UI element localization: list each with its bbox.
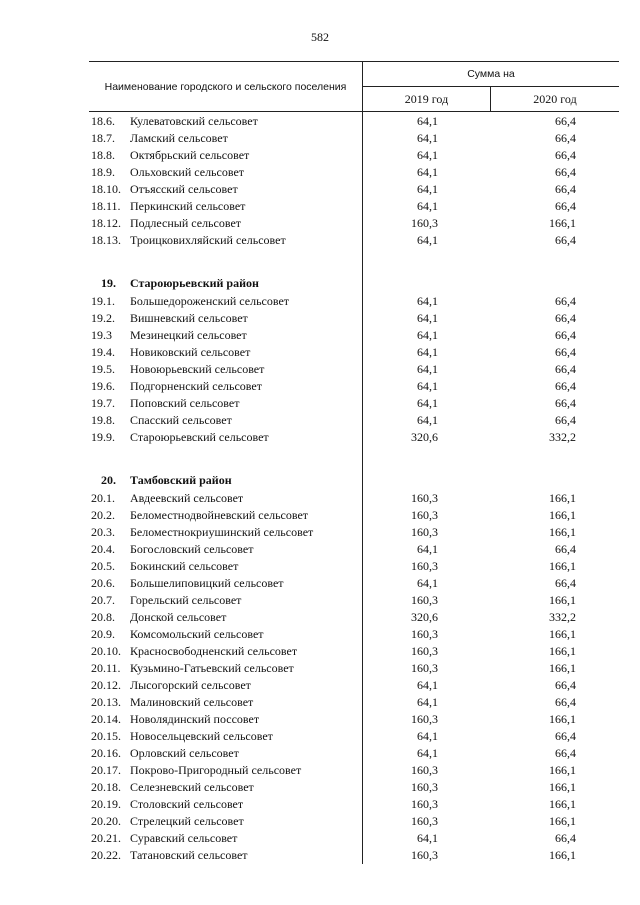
section-number: 19.: [101, 276, 116, 290]
table-row: [89, 310, 619, 327]
amount-2019: 64,1: [417, 199, 438, 213]
row-number: 18.10.: [91, 182, 121, 196]
row-number: 19.6.: [91, 379, 115, 393]
table-row: [89, 490, 619, 507]
table-row: [89, 694, 619, 711]
settlement-name: Перкинский сельсовет: [130, 199, 246, 213]
amount-2020: 66,4: [555, 362, 576, 376]
row-number: 20.13.: [91, 695, 121, 709]
settlement-name: Малиновский сельсовет: [130, 695, 254, 709]
settlement-name: Кулеватовский сельсовет: [130, 114, 258, 128]
amount-2019: 160,3: [411, 525, 438, 539]
settlement-name: Отъясский сельсовет: [130, 182, 238, 196]
row-number: 18.7.: [91, 131, 115, 145]
row-number: 20.5.: [91, 559, 115, 573]
row-number: 20.11.: [91, 661, 121, 675]
amount-2019: 160,3: [411, 712, 438, 726]
amount-2020: 66,4: [555, 678, 576, 692]
amount-2019: 160,3: [411, 661, 438, 675]
amount-2020: 66,4: [555, 199, 576, 213]
row-number: 19.5.: [91, 362, 115, 376]
row-number: 20.20.: [91, 814, 121, 828]
row-number: 20.17.: [91, 763, 121, 777]
settlement-name: Орловский сельсовет: [130, 746, 239, 760]
amount-2020: 66,4: [555, 729, 576, 743]
table-row: [89, 327, 619, 344]
table-row: [89, 164, 619, 181]
settlement-name: Лысогорский сельсовет: [130, 678, 251, 692]
amount-2020: 66,4: [555, 746, 576, 760]
table-row: [89, 524, 619, 541]
amount-2019: 64,1: [417, 328, 438, 342]
amount-2020: 166,1: [549, 216, 576, 230]
table-row: [89, 813, 619, 830]
table-row: [89, 609, 619, 626]
section-name: Староюрьевский район: [130, 276, 259, 290]
settlement-name: Донской сельсовет: [130, 610, 227, 624]
amount-2020: 166,1: [549, 814, 576, 828]
settlement-name: Кузьмино-Гатьевский сельсовет: [130, 661, 294, 675]
amount-2019: 160,3: [411, 644, 438, 658]
settlement-name: Богословский сельсовет: [130, 542, 254, 556]
section-title-19: [89, 274, 619, 293]
amount-2020: 66,4: [555, 695, 576, 709]
amount-2019: 64,1: [417, 678, 438, 692]
settlement-name: Покрово-Пригородный сельсовет: [130, 763, 302, 777]
amount-2019: 64,1: [417, 148, 438, 162]
amount-2019: 160,3: [411, 593, 438, 607]
table-row: [89, 677, 619, 694]
table-row: [89, 507, 619, 524]
amount-2020: 66,4: [555, 294, 576, 308]
amount-2020: 166,1: [549, 848, 576, 862]
amount-2020: 66,4: [555, 114, 576, 128]
amount-2020: 66,4: [555, 233, 576, 247]
amount-2020: 166,1: [549, 508, 576, 522]
settlement-name: Бокинский сельсовет: [130, 559, 239, 573]
amount-2020: 332,2: [549, 430, 576, 444]
row-number: 20.7.: [91, 593, 115, 607]
amount-2020: 166,1: [549, 525, 576, 539]
amount-2020: 66,4: [555, 831, 576, 845]
amount-2019: 160,3: [411, 491, 438, 505]
rows-section-18: [89, 113, 619, 249]
amount-2019: 64,1: [417, 413, 438, 427]
amount-2020: 66,4: [555, 148, 576, 162]
table-row: [89, 395, 619, 412]
table-row: [89, 147, 619, 164]
amount-2019: 160,3: [411, 559, 438, 573]
amount-2019: 160,3: [411, 780, 438, 794]
settlement-name: Большелиповицкий сельсовет: [130, 576, 284, 590]
table-row: [89, 344, 619, 361]
row-number: 20.16.: [91, 746, 121, 760]
table-row: [89, 558, 619, 575]
rows-section-19: [89, 293, 619, 446]
settlement-name: Стрелецкий сельсовет: [130, 814, 244, 828]
amount-2020: 166,1: [549, 661, 576, 675]
section-name: Тамбовский район: [130, 473, 232, 487]
amount-2020: 166,1: [549, 797, 576, 811]
rows-section-20: [89, 490, 619, 864]
settlement-name: Суравский сельсовет: [130, 831, 238, 845]
settlement-name: Новиковский сельсовет: [130, 345, 251, 359]
table-row: [89, 429, 619, 446]
amount-2020: 166,1: [549, 712, 576, 726]
row-number: 18.13.: [91, 233, 121, 247]
amount-2019: 160,3: [411, 627, 438, 641]
table-row: [89, 796, 619, 813]
settlement-name: Татановский сельсовет: [130, 848, 248, 862]
amount-2019: 64,1: [417, 311, 438, 325]
table-row: [89, 293, 619, 310]
table-row: [89, 643, 619, 660]
settlement-name: Подгорненский сельсовет: [130, 379, 262, 393]
settlement-name: Столовский сельсовет: [130, 797, 244, 811]
amount-2019: 64,1: [417, 695, 438, 709]
table-row: [89, 130, 619, 147]
amount-2020: 66,4: [555, 413, 576, 427]
amount-2020: 166,1: [549, 763, 576, 777]
table-row: [89, 779, 619, 796]
column-header-sum: Сумма на: [363, 62, 619, 87]
settlement-name: Беломестнодвойневский сельсовет: [130, 508, 309, 522]
table-row: [89, 575, 619, 592]
row-number: 20.14.: [91, 712, 121, 726]
amount-2019: 64,1: [417, 362, 438, 376]
settlement-name: Новосельцевский сельсовет: [130, 729, 273, 743]
settlement-name: Авдеевский сельсовет: [130, 491, 244, 505]
amount-2019: 160,3: [411, 216, 438, 230]
amount-2020: 66,4: [555, 311, 576, 325]
amount-2019: 160,3: [411, 848, 438, 862]
row-number: 20.3.: [91, 525, 115, 539]
amount-2019: 160,3: [411, 508, 438, 522]
amount-2019: 160,3: [411, 763, 438, 777]
row-number: 19.7.: [91, 396, 115, 410]
settlement-name: Комсомольский сельсовет: [130, 627, 264, 641]
column-header-settlement-name: Наименование городского и сельского поселения: [104, 80, 347, 93]
amount-2020: 166,1: [549, 627, 576, 641]
amount-2020: 66,4: [555, 345, 576, 359]
row-number: 19.2.: [91, 311, 115, 325]
settlement-name: Октябрьский сельсовет: [130, 148, 250, 162]
row-number: 20.19.: [91, 797, 121, 811]
amount-2020: 166,1: [549, 491, 576, 505]
settlement-name: Новоюрьевский сельсовет: [130, 362, 265, 376]
settlement-name: Горельский сельсовет: [130, 593, 242, 607]
amount-2020: 166,1: [549, 780, 576, 794]
table-row: [89, 847, 619, 864]
row-number: 20.4.: [91, 542, 115, 556]
table-row: [89, 232, 619, 249]
table-row: [89, 361, 619, 378]
row-number: 18.8.: [91, 148, 115, 162]
table-row: [89, 830, 619, 847]
amount-2020: 332,2: [549, 610, 576, 624]
table-row: [89, 181, 619, 198]
amount-2019: 64,1: [417, 294, 438, 308]
amount-2019: 64,1: [417, 746, 438, 760]
table-row: [89, 592, 619, 609]
amount-2019: 64,1: [417, 131, 438, 145]
table-row: [89, 626, 619, 643]
amount-2019: 64,1: [417, 233, 438, 247]
section-number: 20.: [101, 473, 116, 487]
settlement-name: Троицковихляйский сельсовет: [130, 233, 286, 247]
amount-2020: 66,4: [555, 379, 576, 393]
row-number: 20.6.: [91, 576, 115, 590]
row-number: 18.11.: [91, 199, 121, 213]
column-header-2020: 2020 год: [533, 91, 577, 106]
amount-2019: 160,3: [411, 797, 438, 811]
page-number: 582: [311, 30, 329, 44]
settlement-name: Подлесный сельсовет: [130, 216, 242, 230]
row-number: 19.1.: [91, 294, 115, 308]
row-number: 19.4.: [91, 345, 115, 359]
table-row: [89, 711, 619, 728]
table-row: [89, 660, 619, 677]
row-number: 20.21.: [91, 831, 121, 845]
amount-2020: 166,1: [549, 559, 576, 573]
row-number: 20.15.: [91, 729, 121, 743]
settlement-name: Селезневский сельсовет: [130, 780, 254, 794]
settlement-name: Поповский сельсовет: [130, 396, 240, 410]
amount-2019: 64,1: [417, 831, 438, 845]
row-number: 20.2.: [91, 508, 115, 522]
amount-2020: 66,4: [555, 131, 576, 145]
table-row: [89, 745, 619, 762]
settlement-name: Большедороженский сельсовет: [130, 294, 290, 308]
settlement-name: Ламский сельсовет: [130, 131, 228, 145]
row-number: 18.6.: [91, 114, 115, 128]
amount-2019: 64,1: [417, 182, 438, 196]
amount-2019: 64,1: [417, 114, 438, 128]
row-number: 20.8.: [91, 610, 115, 624]
settlement-name: Ольховский сельсовет: [130, 165, 245, 179]
table-row: [89, 378, 619, 395]
amount-2019: 64,1: [417, 345, 438, 359]
column-header-2019: 2019 год: [404, 91, 449, 106]
row-number: 20.12.: [91, 678, 121, 692]
table-row: [89, 215, 619, 232]
table-row: [89, 541, 619, 558]
amount-2020: 166,1: [549, 644, 576, 658]
table-body: [89, 112, 619, 864]
table-row: [89, 113, 619, 130]
settlement-name: Вишневский сельсовет: [130, 311, 248, 325]
allocation-table: [89, 61, 619, 864]
amount-2019: 64,1: [417, 542, 438, 556]
row-number: 18.12.: [91, 216, 121, 230]
row-number: 19.8.: [91, 413, 115, 427]
amount-2019: 320,6: [411, 610, 438, 624]
row-number: 19.3: [91, 328, 112, 342]
settlement-name: Спасский сельсовет: [130, 413, 232, 427]
amount-2020: 66,4: [555, 396, 576, 410]
amount-2019: 320,6: [411, 430, 438, 444]
row-number: 20.22.: [91, 848, 121, 862]
row-number: 19.9.: [91, 430, 115, 444]
amount-2019: 64,1: [417, 379, 438, 393]
row-number: 20.10.: [91, 644, 121, 658]
amount-2019: 64,1: [417, 165, 438, 179]
amount-2020: 66,4: [555, 328, 576, 342]
table-row: [89, 198, 619, 215]
row-number: 20.18.: [91, 780, 121, 794]
amount-2019: 160,3: [411, 814, 438, 828]
settlement-name: Новолядинский поссовет: [130, 712, 260, 726]
amount-2019: 64,1: [417, 729, 438, 743]
settlement-name: Староюрьевский сельсовет: [130, 430, 269, 444]
row-number: 20.9.: [91, 627, 115, 641]
settlement-name: Беломестнокриушинский сельсовет: [130, 525, 314, 539]
amount-2020: 166,1: [549, 593, 576, 607]
amount-2019: 64,1: [417, 576, 438, 590]
amount-2020: 66,4: [555, 576, 576, 590]
section-title-20: [89, 471, 619, 490]
settlement-name: Мезинецкий сельсовет: [130, 328, 247, 342]
settlement-name: Красносвободненский сельсовет: [130, 644, 298, 658]
table-row: [89, 728, 619, 745]
row-number: 18.9.: [91, 165, 115, 179]
amount-2020: 66,4: [555, 542, 576, 556]
amount-2020: 66,4: [555, 182, 576, 196]
row-number: 20.1.: [91, 491, 115, 505]
amount-2019: 64,1: [417, 396, 438, 410]
table-header: [89, 61, 619, 112]
table-row: [89, 412, 619, 429]
table-row: [89, 762, 619, 779]
amount-2020: 66,4: [555, 165, 576, 179]
